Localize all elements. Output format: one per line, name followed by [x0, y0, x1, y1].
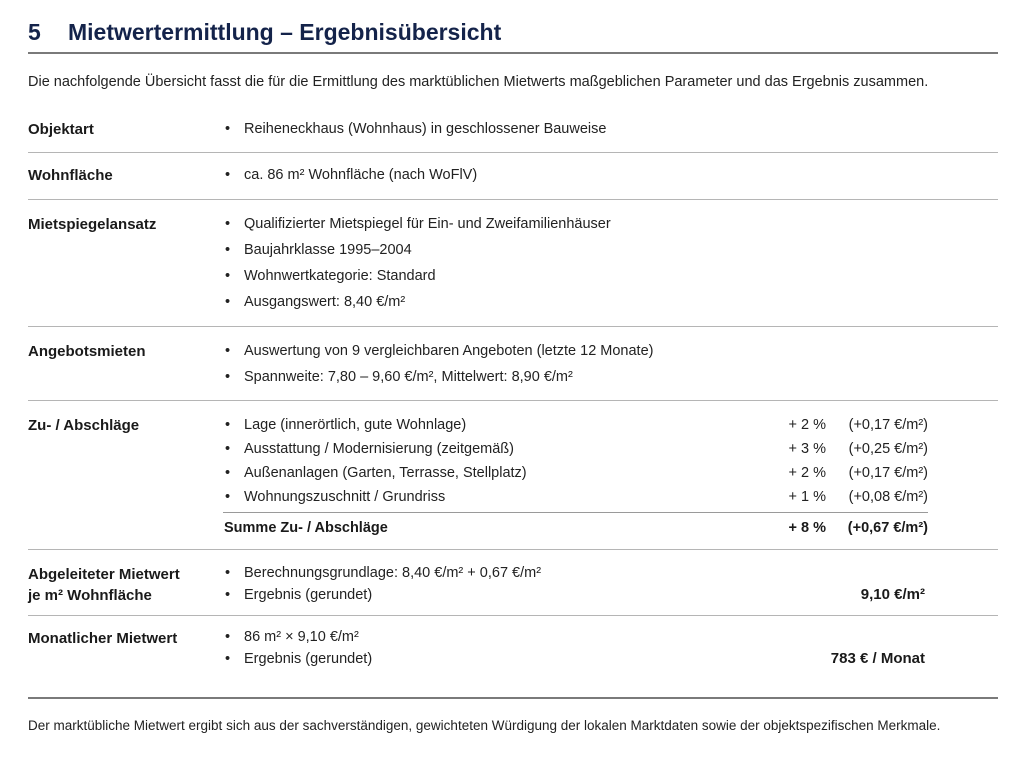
sum-separator	[223, 512, 928, 513]
bullet-item: • Außenanlagen (Garten, Terrasse, Stellplatz)	[225, 465, 527, 481]
bullet-icon: •	[225, 167, 231, 183]
bullet-icon: •	[225, 465, 231, 481]
row-separator	[28, 326, 998, 327]
bullet-icon: •	[225, 417, 231, 433]
row-separator	[28, 549, 998, 550]
bullet-icon: •	[225, 441, 231, 457]
bullet-item: • Ergebnis (gerundet)	[225, 587, 373, 603]
bullet-icon: •	[225, 651, 231, 667]
row-separator	[28, 400, 998, 401]
row-label-angebote: Angebotsmieten	[28, 343, 146, 360]
sum-percent: + 8 %	[788, 520, 826, 536]
result-value-monthly: 783 € / Monat	[830, 650, 925, 667]
euro-value: (+0,17 €/m²)	[848, 465, 928, 481]
heading-rule	[28, 52, 998, 54]
euro-value: (+0,25 €/m²)	[848, 441, 928, 457]
bullet-item: • 86 m² × 9,10 €/m²	[225, 629, 359, 645]
bullet-item: • Ausgangswert: 8,40 €/m²	[225, 294, 406, 310]
result-value-per-sqm: 9,10 €/m²	[860, 586, 925, 603]
bullet-icon: •	[225, 369, 231, 385]
section-title: Mietwertermittlung – Ergebnisübersicht	[68, 18, 502, 45]
bullet-icon: •	[225, 242, 231, 258]
row-separator	[28, 199, 998, 200]
bullet-item: • Wohnwertkategorie: Standard	[225, 268, 436, 284]
footer-rule	[28, 697, 998, 699]
bullet-icon: •	[225, 489, 231, 505]
sum-euro: (+0,67 €/m²)	[847, 520, 928, 536]
bullet-item: • Auswertung von 9 vergleichbaren Angeboten (letzte 12 Monate)	[225, 343, 654, 359]
bullet-icon: •	[225, 629, 231, 645]
percent-value: + 2 %	[788, 417, 826, 433]
bullet-item: • Qualifizierter Mietspiegel für Ein- und Zweifamilienhäuser	[225, 216, 611, 232]
bullet-icon: •	[225, 343, 231, 359]
percent-value: + 2 %	[788, 465, 826, 481]
bullet-item: • Baujahrklasse 1995–2004	[225, 242, 412, 258]
section-number: 5	[28, 18, 41, 45]
row-label-wohnflaeche: Wohnfläche	[28, 167, 113, 184]
bullet-icon: •	[225, 565, 231, 581]
euro-value: (+0,17 €/m²)	[848, 417, 928, 433]
bullet-item: • ca. 86 m² Wohnfläche (nach WoFlV)	[225, 167, 478, 183]
document-page	[28, 0, 998, 768]
bullet-icon: •	[225, 216, 231, 232]
bullet-icon: •	[225, 294, 231, 310]
row-label-abgeleitet: Abgeleiteter Mietwert je m² Wohnfläche	[28, 566, 180, 604]
footer-note: Der marktübliche Mietwert ergibt sich aus der sachverständigen, gewichteten Würdigung der lokalen Marktdaten sowie der objektspezifischen Merkmale.	[28, 718, 941, 733]
row-label-mietspiegel: Mietspiegelansatz	[28, 216, 157, 233]
bullet-item: • Ausstattung / Modernisierung (zeitgemäß)	[225, 441, 514, 457]
row-separator	[28, 152, 998, 153]
row-label-zuabschlaege: Zu- / Abschläge	[28, 417, 140, 434]
sum-label: Summe Zu- / Abschläge	[224, 520, 388, 536]
bullet-item: • Lage (innerörtlich, gute Wohnlage)	[225, 417, 467, 433]
row-label-objektart: Objektart	[28, 121, 94, 138]
euro-value: (+0,08 €/m²)	[848, 489, 928, 505]
intro-text: Die nachfolgende Übersicht fasst die für die Ermittlung des marktüblichen Mietwerts maßgeblichen Parameter und das Ergebnis zusammen.	[28, 74, 929, 90]
bullet-icon: •	[225, 121, 231, 137]
percent-value: + 1 %	[788, 489, 826, 505]
bullet-item: • Ergebnis (gerundet)	[225, 651, 373, 667]
row-label-monatlich: Monatlicher Mietwert	[28, 630, 178, 647]
bullet-item: • Berechnungsgrundlage: 8,40 €/m² + 0,67 €/m²	[225, 565, 542, 581]
bullet-item: • Spannweite: 7,80 – 9,60 €/m², Mittelwert: 8,90 €/m²	[225, 369, 573, 385]
percent-value: + 3 %	[788, 441, 826, 457]
section-heading	[28, 14, 998, 50]
bullet-item: • Reiheneckhaus (Wohnhaus) in geschlossener Bauweise	[225, 121, 607, 137]
bullet-item: • Wohnungszuschnitt / Grundriss	[225, 489, 446, 505]
bullet-icon: •	[225, 587, 231, 603]
row-separator	[28, 615, 998, 616]
bullet-icon: •	[225, 268, 231, 284]
